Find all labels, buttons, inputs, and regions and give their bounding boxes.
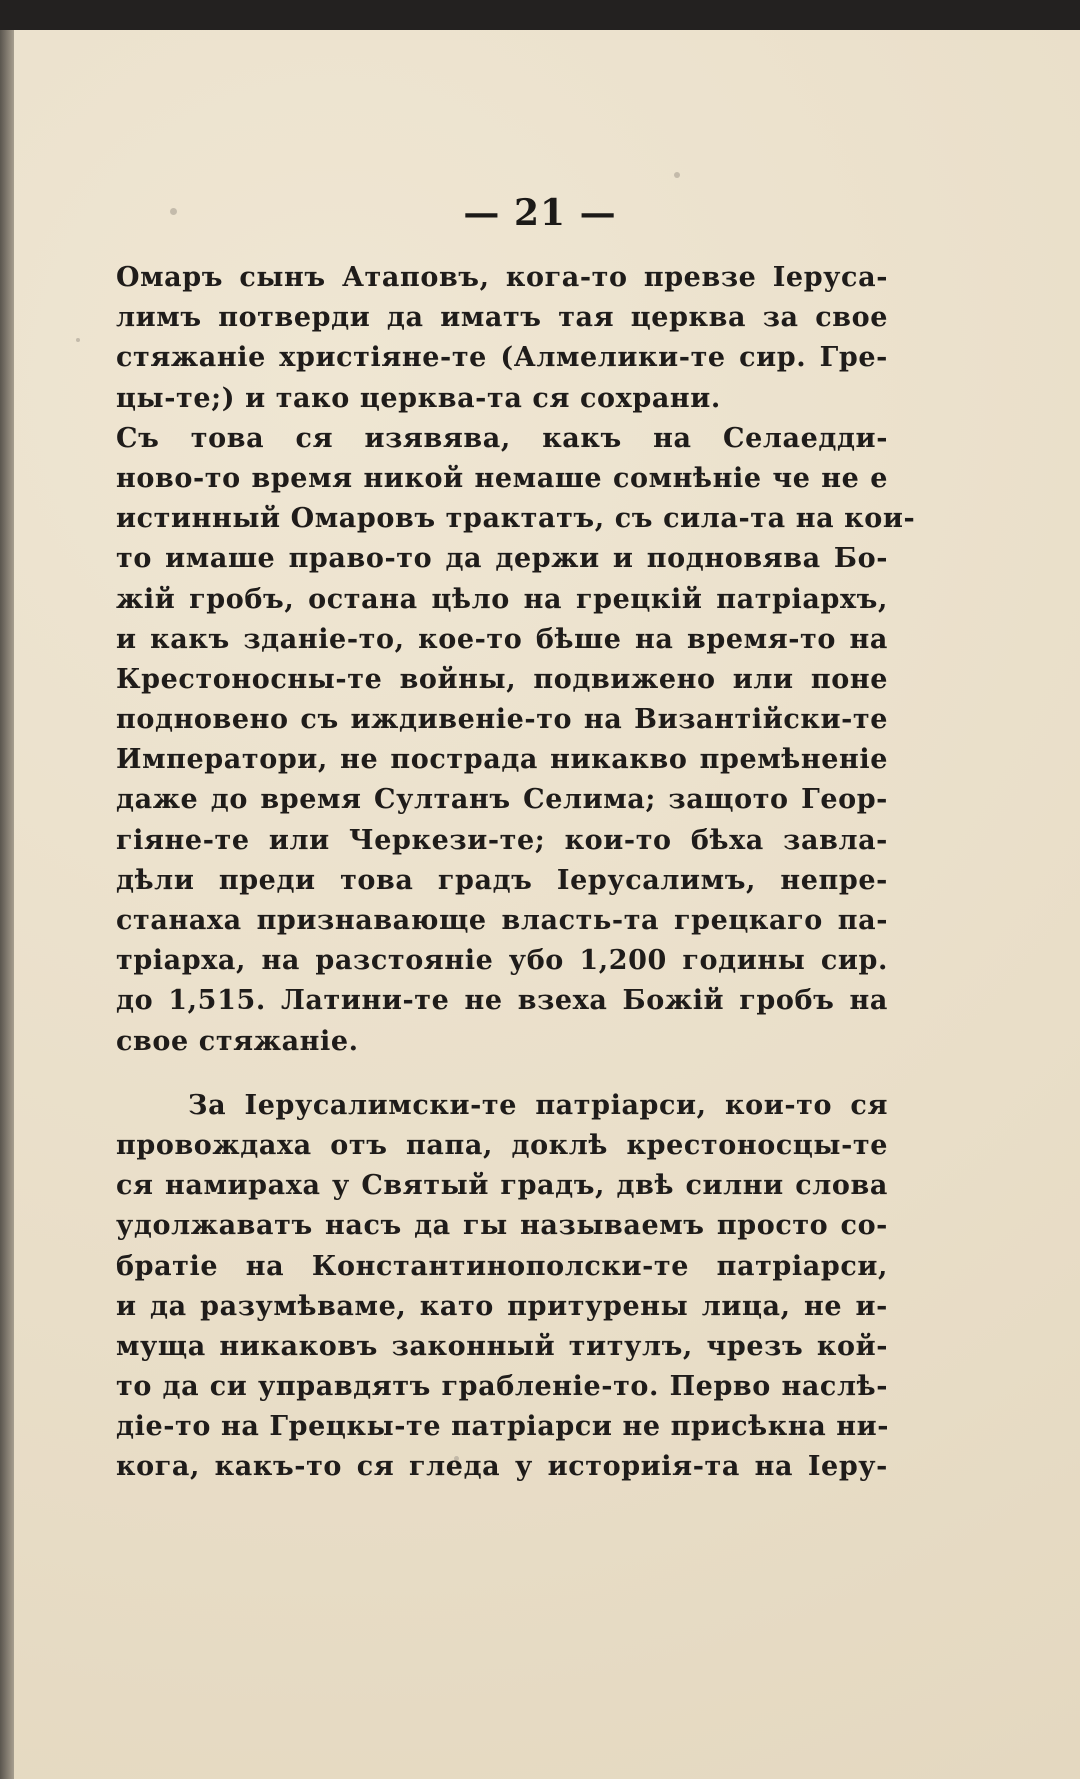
text-line: подновено съ иждивеніе-то на Византійски-те (116, 704, 888, 736)
text-line: стяжаніе христіяне-те (Алмелики-те сир. Гре- (116, 342, 888, 374)
body-text (116, 258, 916, 1488)
text-line: провождаха отъ папа, доклѣ крестоносцы-те (116, 1129, 888, 1161)
text-line: Императори, не пострада никакво премѣненіе (116, 744, 888, 776)
text-line: жій гробъ, остана цѣло на грецкій патріархъ, (116, 583, 888, 615)
text-line: станаха признавающе власть-та грецкаго па- (116, 905, 888, 936)
text-line: истинный Омаровъ трактатъ, съ сила-та на кои- (116, 503, 916, 535)
text-line: до 1,515. Латини-те не взеха Божій гробъ на (116, 985, 888, 1017)
text-line: муща никаковъ законный титулъ, чрезъ кой- (116, 1330, 888, 1362)
text-line: дѣли преди това градъ Іерусалимъ, непре- (116, 864, 888, 896)
scan-top-border (0, 0, 1080, 34)
text-line: Крестоносны-те войны, подвижено или поне (116, 663, 888, 695)
text-line: и да разумѣваме, като притурены лица, не и- (116, 1290, 888, 1322)
text-line: тріарха, на разстояніе убо 1,200 годины сир. (116, 945, 888, 977)
paper-speck (76, 338, 80, 342)
page-number: — 21 — (463, 192, 617, 234)
text-line: то да си управдятъ грабленіе-то. Перво наслѣ- (116, 1371, 888, 1403)
text-line: лимъ потверди да иматъ тая церква за свое (116, 302, 888, 334)
text-line: и какъ зданіе-то, кое-то бѣше на время-то на (116, 623, 888, 655)
text-line: удолжаватъ насъ да гы называемъ просто со- (116, 1210, 888, 1242)
paper-speck (674, 172, 680, 178)
text-line: кога, какъ-то ся гледа у историія-та на Іеру- (116, 1451, 888, 1483)
text-line: діе-то на Грецкы-те патріарси не присѣкна ни- (116, 1411, 890, 1443)
text-line: свое стяжаніе. (116, 1025, 359, 1057)
text-line: ся намираха у Святый градъ, двѣ силни слова (116, 1170, 888, 1202)
text-line: ново-то время никой немаше сомнѣніе че не е (116, 462, 888, 494)
text-line: Съ това ся изявява, какъ на Селаедди- (116, 422, 888, 454)
text-line: Омаръ сынъ Атаповъ, кога-то превзе Іеруса- (116, 262, 888, 293)
text-line: даже до время Султанъ Селима; защото Геор- (116, 784, 888, 816)
text-line: то имаше право-то да держи и подновява Бо- (116, 543, 888, 575)
text-line: братіе на Константинополски-те патріарси, (116, 1250, 888, 1282)
text-line: За Іерусалимски-те патріарси, кои-то ся (188, 1089, 888, 1121)
text-line: гіяне-те или Черкези-те; кои-то бѣха завла- (116, 824, 888, 856)
text-line: цы-те;) и тако церква-та ся сохрани. (116, 382, 721, 414)
